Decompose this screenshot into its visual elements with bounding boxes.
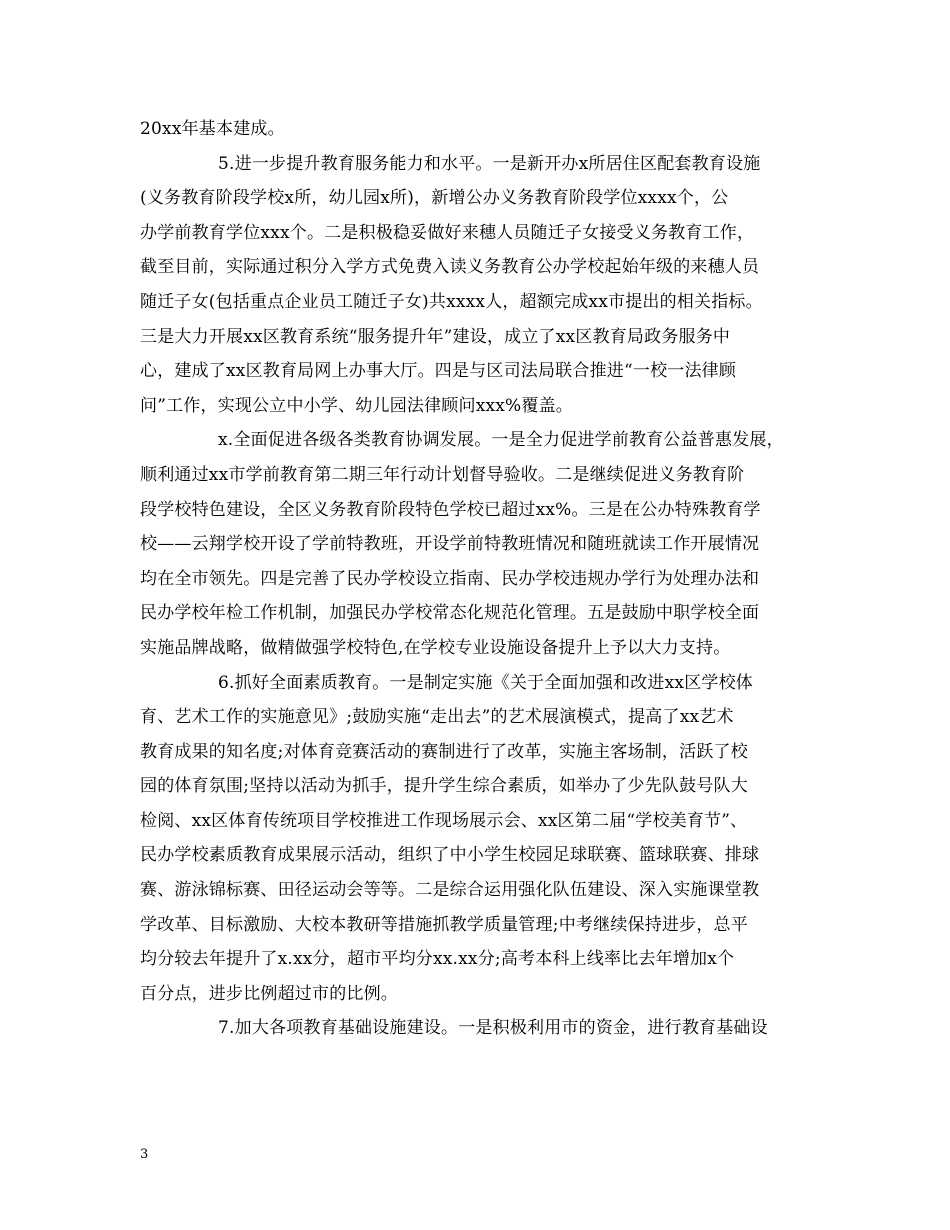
text-line: 百分点，进步比例超过市的比例。	[140, 983, 398, 1004]
text-line: 问”工作，实现公立中小学、幼儿园法律顾问xxx%覆盖。	[140, 395, 574, 416]
text-line: 园的体育氛围;坚持以活动为抓手，提升学生综合素质，如举办了少先队鼓号队大	[140, 776, 748, 797]
text-line: 截至目前，实际通过积分入学方式免费入读义务教育公办学校起始年级的来穗人员	[140, 257, 760, 278]
paragraph-start-line: x.全面促进各级各类教育协调发展。一是全力促进学前教育公益普惠发展，	[218, 430, 784, 451]
paragraph-start-line: 7.加大各项教育基础设施建设。一是积极利用市的资金，进行教育基础设	[218, 1018, 768, 1039]
paragraph-start-line: 6.抓好全面素质教育。一是制定实施《关于全面加强和改进xx区学校体	[218, 672, 753, 693]
text-line: 办学前教育学位xxx个。二是积极稳妥做好来穗人员随迁子女接受义务教育工作，	[140, 222, 755, 243]
text-line: 顺利通过xx市学前教育第二期三年行动计划督导验收。二是继续促进义务教育阶	[140, 464, 745, 485]
text-line: 赛、游泳锦标赛、田径运动会等等。二是综合运用强化队伍建设、深入实施课堂教	[140, 880, 760, 901]
text-line: 检阅、xx区体育传统项目学校推进工作现场展示会、xx区第二届“学校美育节”、	[140, 810, 748, 831]
text-line: (义务教育阶段学校x所，幼儿园x所)，新增公办义务教育阶段学位xxxx个，公	[140, 188, 729, 209]
text-line: 民办学校年检工作机制，加强民办学校常态化规范化管理。五是鼓励中职学校全面	[140, 603, 760, 624]
text-line: 育、艺术工作的实施意见》;鼓励实施“走出去”的艺术展演模式，提高了xx艺术	[140, 707, 734, 728]
page-number: 3	[140, 1147, 149, 1162]
text-line: 教育成果的知名度;对体育竞赛活动的赛制进行了改革，实施主客场制，活跃了校	[140, 741, 748, 762]
text-line: 均分较去年提升了x.xx分，超市平均分xx.xx分;高考本科上线率比去年增加x个	[140, 949, 735, 970]
text-line: 20xx年基本建成。	[140, 119, 285, 139]
text-line: 学改革、目标激励、大校本教研等措施抓教学质量管理;中考继续保持进步，总平	[140, 914, 748, 935]
text-line: 校——云翔学校开设了学前特教班，开设学前特教班情况和随班就读工作开展情况	[140, 534, 760, 555]
text-line: 均在全市领先。四是完善了民办学校设立指南、民办学校违规办学行为处理办法和	[140, 568, 760, 589]
text-line: 民办学校素质教育成果展示活动，组织了中小学生校园足球联赛、篮球联赛、排球	[140, 845, 760, 866]
text-line: 三是大力开展xx区教育系统“服务提升年”建设，成立了xx区教育局政务服务中	[140, 326, 731, 347]
text-line: 段学校特色建设，全区义务教育阶段特色学校已超过xx%。三是在公办特殊教育学	[140, 499, 761, 520]
text-line: 实施品牌战略，做精做强学校特色,在学校专业设施设备提升上予以大力支持。	[140, 637, 731, 658]
paragraph-start-line: 5.进一步提升教育服务能力和水平。一是新开办x所居住区配套教育设施	[218, 153, 761, 174]
text-line: 随迁子女(包括重点企业员工随迁子女)共xxxx人，超额完成xx市提出的相关指标。	[140, 291, 763, 312]
body-text	[140, 112, 825, 1046]
text-line: 心，建成了xx区教育局网上办事大厅。四是与区司法局联合推进“一校一法律顾	[140, 361, 737, 382]
